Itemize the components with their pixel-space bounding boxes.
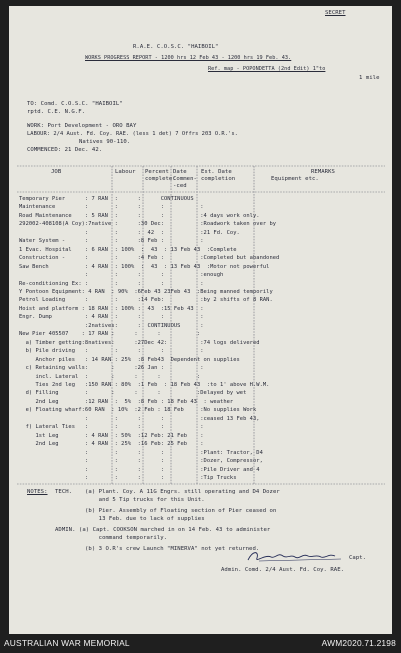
signer-title: Admin. Comd. 2/4 Aust. Fd. Coy. RAE.: [221, 567, 345, 573]
labour-line: LABOUR: 2/4 Aust. Fd. Coy. RAE. (less 1 det) 7 Offrs 203 O.R.'s.: [27, 131, 238, 137]
table-row: Maintenance : : : : :: [19, 204, 204, 211]
table-body: [19, 195, 279, 482]
reference-map: Ref. map - POPONDETTA (2nd Edit) 1"to: [208, 66, 326, 72]
header-complete: complete:: [145, 176, 176, 182]
table-row: : : : : :Pile Driver and 4: [19, 466, 260, 473]
table-row: Anchor piles : 14 RAN : 25% :8 Feb43 Dependent on supplies: [19, 356, 240, 363]
table-row: e) Floating wharf:60 RAN : 10% :2 Feb : 18 Feb :No supplies Work: [19, 407, 257, 414]
table-row: Ties 2nd leg :150 RAN : 80% :1 Feb : 18 Feb 43 :to 1' above H.W.M.: [19, 381, 270, 388]
header-completion: completion: [201, 176, 236, 182]
header-equipment: Equipment etc.: [271, 176, 319, 182]
header-commenced: Commen-: [173, 176, 197, 182]
table-row: Hoist and platform : 18 RAN : 100% : 43 :15 Feb 43 :: [19, 305, 204, 312]
table-row: f) Lateral Ties : : : : :: [19, 424, 204, 431]
table-row: Road Maintenance : 5 RAN : : : :4 days work only.: [19, 212, 260, 219]
table-row: 1 Evac. Hospital : 6 RAN : 100% : 43 : 13 Feb 43 :Complete: [19, 246, 237, 253]
classification-marking: SECRET: [325, 10, 346, 16]
table-row: : : : : :Plant: Tractor, D4: [19, 449, 263, 456]
header-remarks: REMARKS: [311, 169, 335, 175]
header-date: Date: [173, 169, 187, 175]
table-row: :2natives: : CONTINUOUS :: [19, 322, 204, 329]
table-row: incl. Lateral : : : : :: [19, 373, 201, 380]
footer-accession-number: AWM2020.71.2198: [321, 638, 396, 648]
report-title: WORKS PROGRESS REPORT - 1200 hrs 12 Feb 43 - 1200 hrs 19 Feb. 43.: [85, 55, 292, 61]
header-est-date: Est. Date: [201, 169, 232, 175]
table-row: Re-conditioning Ex: : : : : :: [19, 280, 204, 287]
to-line: TO: Comd. C.O.S.C. "HAIBOIL": [27, 101, 123, 107]
table-row: Y Pontoon Equipment: 4 RAN : 90% :6Feb 43 23Feb 43 :Being manned temporily: [19, 288, 273, 295]
handwritten-signature: [245, 548, 355, 564]
header-ced: -ced: [173, 183, 187, 189]
notes-line: (b) Pier. Assembly of Floating section of Pier ceased on: [85, 508, 277, 514]
notes-heading: NOTES:: [27, 489, 48, 495]
natives-line: Natives 90-110.: [79, 139, 131, 145]
table-row: c) Retaining walls: : :26 Jan : :: [19, 365, 204, 372]
signature-rank: Capt.: [349, 555, 367, 561]
table-row: 2nd Leg :12 RAN : 5% :8 Feb : 18 Feb 43 : weather: [19, 398, 234, 405]
footer-institution: AUSTRALIAN WAR MEMORIAL: [4, 638, 130, 648]
table-row: : : : : :ceased 13 Feb 43,: [19, 415, 260, 422]
header-percent: Percent: [145, 169, 169, 175]
table-row: : : : : :enough: [19, 272, 224, 279]
work-line: WORK: Port Development - ORO BAY: [27, 123, 137, 129]
notes-line: (b) 3 O.R's crew Launch "MINERVA" not yet returned.: [85, 546, 260, 552]
table-row: a) Timber getting:8natives: :27Dec 42: :74 logs delivered: [19, 339, 260, 346]
notes-line: (a) Plant. Coy. A 11G Engrs. still operating and D4 Dozer: [85, 489, 280, 495]
notes-line: command temporarily.: [85, 535, 168, 541]
rptd-line: rptd. C.E. N.G.F.: [27, 109, 86, 115]
reference-map-scale: 1 mile: [359, 75, 380, 81]
header-job: JOB: [51, 169, 62, 175]
table-row: : : : 42 : :21 Fd. Coy.: [19, 229, 240, 236]
table-row: Water System - : : :8 Feb : :: [19, 238, 204, 245]
table-row: b) Pile driving : : : : :: [19, 348, 204, 355]
table-row: New Pier 405507 : 17 RAN : : : :: [19, 331, 201, 338]
document-page: [9, 6, 392, 634]
table-row: Temporary Pier : 7 RAN : : CONTINUOUS: [19, 196, 194, 202]
table-row: Engr. Dump : 4 RAN : : : :: [19, 314, 204, 321]
notes-line: and 5 Tip trucks for this Unit.: [85, 497, 205, 503]
header-labour: Labour: [115, 169, 136, 175]
notes-tech-label: TECH.: [55, 489, 73, 495]
table-row: Construction - : : :4 Feb : :Completed but abandoned: [19, 255, 280, 262]
table-row: Petrol Loading : : :14 Feb: :by 2 shifts of 8 RAN.: [19, 297, 273, 304]
commenced-line: COMMENCED: 21 Dec. 42.: [27, 147, 103, 153]
table-row: : : : : :Tip Trucks: [19, 474, 237, 481]
table-row: d) Filling : : : : :Delayed by wet: [19, 390, 247, 397]
notes-line: 13 Feb. due to lack of supplies: [85, 516, 205, 522]
table-row: 1st Leg : 4 RAN : 50% :12 Feb: 21 Feb :: [19, 432, 204, 439]
table-row: 2nd Leg : 4 RAN : 25% :16 Feb: 25 Feb :: [19, 441, 204, 448]
table-row: : : : : :Dozer, Compressor,: [19, 458, 263, 465]
table-row: Saw Bench : 4 RAN : 100% : 43 : 13 Feb 43 :Motor not powerful: [19, 263, 270, 270]
notes-line: ADMIN. (a) Capt. COOKSON marched in on 14 Feb. 43 to administer: [55, 527, 271, 533]
table-row: 292002-408108(A Coy):7native : :30 Dec: :Roadwork taken over by: [19, 221, 277, 228]
unit-heading: R.A.E. C.O.S.C. "HAIBOIL": [133, 44, 219, 50]
